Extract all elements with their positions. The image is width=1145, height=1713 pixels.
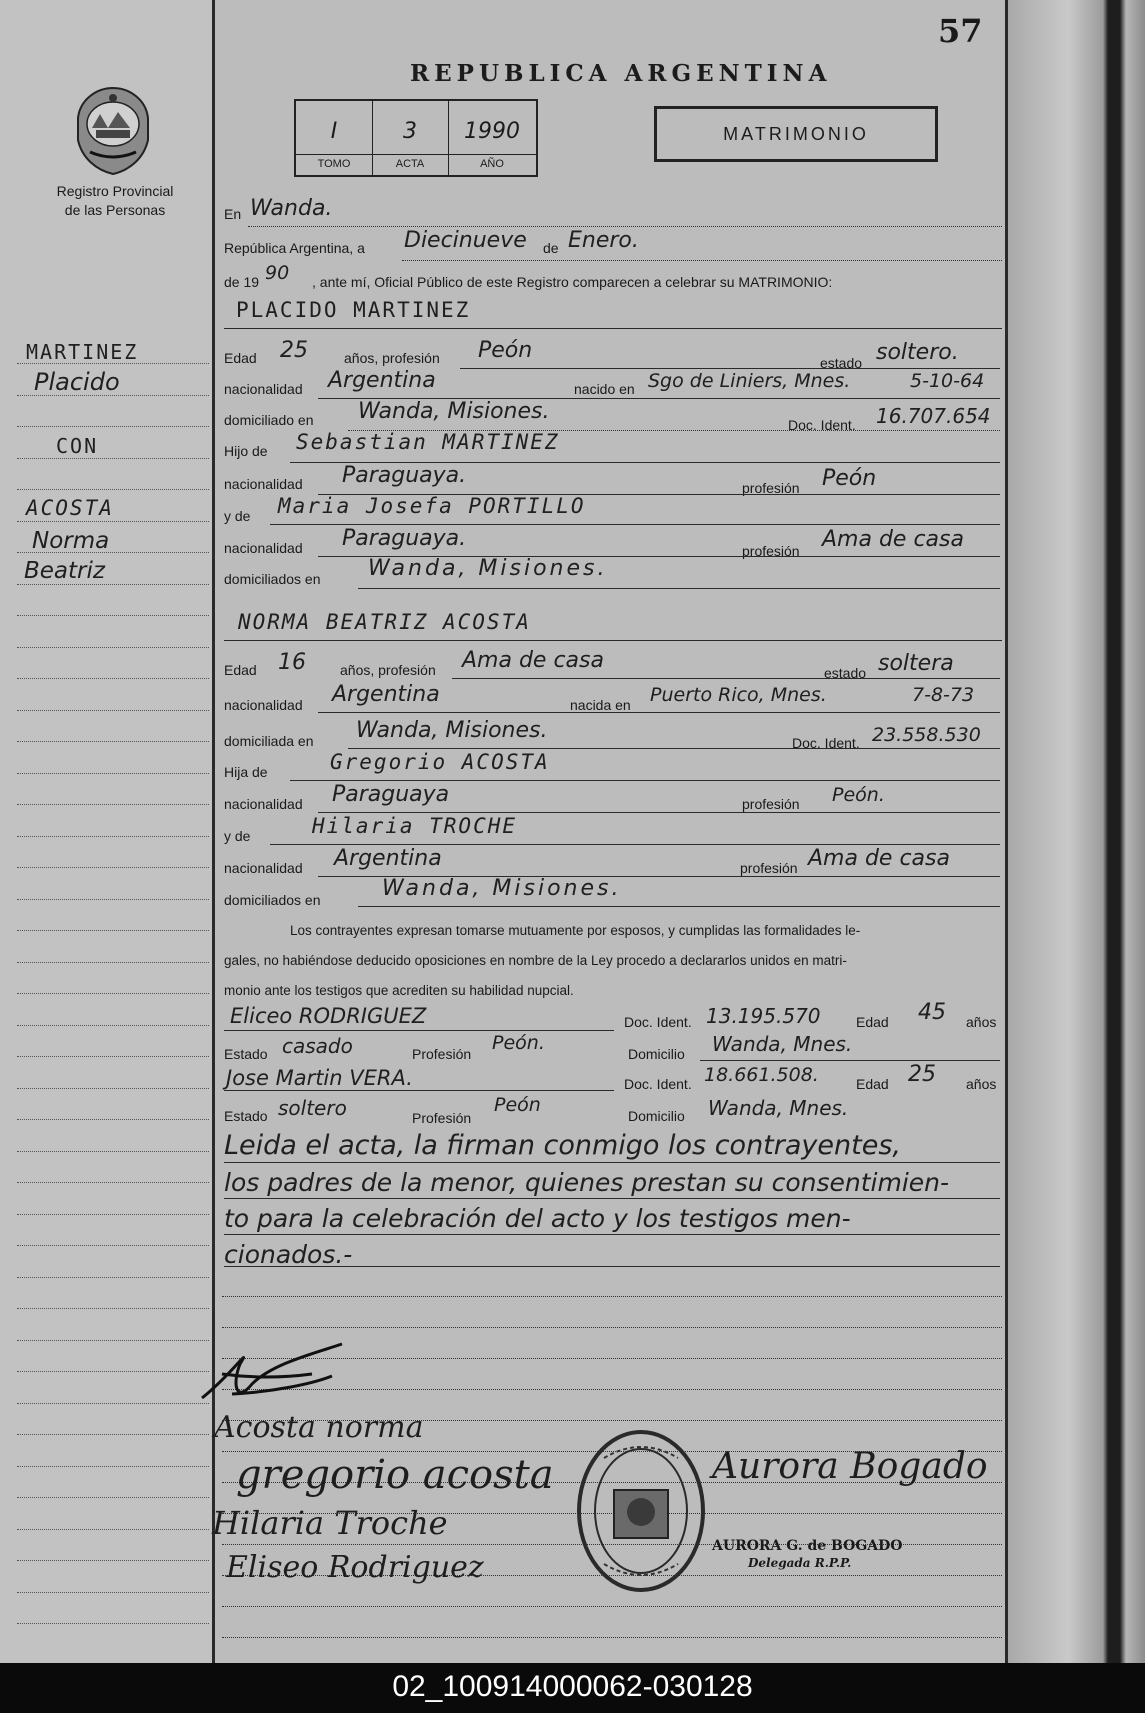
label-hijo-de: Hijo de bbox=[224, 443, 268, 459]
witness2-doc: 18.661.508. bbox=[704, 1064, 819, 1086]
groom-age: 25 bbox=[280, 338, 308, 363]
margin-rule bbox=[17, 804, 209, 805]
margin-rule bbox=[17, 930, 209, 931]
witness2-status: soltero bbox=[278, 1096, 347, 1120]
bride-parents-address: Wanda, Misiones. bbox=[382, 876, 622, 901]
margin-rule bbox=[17, 678, 209, 679]
margin-note-bride-name1: Norma bbox=[32, 528, 110, 554]
acta-value: 3 bbox=[403, 119, 417, 144]
bride-doc: 23.558.530 bbox=[872, 724, 981, 746]
margin-rule bbox=[17, 899, 209, 900]
rule bbox=[270, 524, 1000, 525]
witness2-name: Jose Martin VERA. bbox=[226, 1066, 413, 1090]
groom-birthplace: Sgo de Liniers, Mnes. bbox=[648, 370, 851, 392]
bride-mother-nationality: Argentina bbox=[334, 846, 442, 871]
tomo-value: I bbox=[330, 119, 338, 144]
witness1-age: 45 bbox=[918, 1000, 946, 1025]
year-cell bbox=[448, 101, 536, 175]
margin-rule bbox=[17, 1151, 209, 1152]
rule bbox=[224, 1090, 614, 1091]
margin-rule bbox=[17, 647, 209, 648]
formal-text-1: Los contrayentes expresan tomarse mutuamente por esposos, y cumplidas las formalidades le- bbox=[290, 923, 861, 938]
label-domiciliados-en: domiciliados en bbox=[224, 892, 321, 908]
margin-rule bbox=[17, 521, 209, 522]
margin-rule bbox=[17, 1182, 209, 1183]
groom-signature-scribble-icon bbox=[192, 1334, 382, 1414]
bride-mother-profession: Ama de casa bbox=[808, 846, 950, 871]
rule bbox=[700, 1060, 1000, 1061]
signature-rule bbox=[222, 1296, 1002, 1297]
document-type-box: MATRIMONIO bbox=[654, 106, 938, 162]
groom-birthdate: 5-10-64 bbox=[910, 370, 985, 392]
year-value: 1990 bbox=[464, 119, 520, 144]
label-y-de: y de bbox=[224, 828, 251, 844]
year-suffix: 90 bbox=[265, 262, 290, 284]
margin-rule bbox=[17, 1623, 209, 1624]
groom-parents-address: Wanda, Misiones. bbox=[368, 556, 608, 581]
bride-status: soltera bbox=[878, 651, 954, 676]
label-nacionalidad: nacionalidad bbox=[224, 476, 303, 492]
margin-rule bbox=[17, 1434, 209, 1435]
label-domicilio: Domicilio bbox=[628, 1108, 685, 1124]
label-domiciliada-en: domiciliada en bbox=[224, 733, 314, 749]
rule bbox=[270, 844, 1000, 845]
margin-rule bbox=[17, 867, 209, 868]
groom-name: PLACIDO MARTINEZ bbox=[236, 298, 471, 322]
label-en: En bbox=[224, 206, 242, 222]
label-anos-profesion: años, profesión bbox=[340, 662, 436, 678]
rule bbox=[224, 1266, 1000, 1267]
label-estado: estado bbox=[824, 665, 867, 681]
groom-mother: Maria Josefa PORTILLO bbox=[278, 494, 586, 518]
witness1-status: casado bbox=[282, 1034, 353, 1058]
margin-rule bbox=[17, 962, 209, 963]
margin-rule bbox=[17, 1529, 209, 1530]
witness2-age: 25 bbox=[908, 1062, 936, 1087]
label-hija-de: Hija de bbox=[224, 764, 268, 780]
official-signature: Aurora Bogado bbox=[712, 1446, 988, 1487]
groom-mother-profession: Ama de casa bbox=[822, 527, 964, 552]
acta-cell bbox=[372, 101, 449, 175]
rule bbox=[224, 1234, 1000, 1235]
bride-address: Wanda, Misiones. bbox=[356, 718, 548, 743]
label-de: de bbox=[543, 240, 559, 256]
label-nacionalidad: nacionalidad bbox=[224, 796, 303, 812]
signature-rule bbox=[222, 1606, 1002, 1607]
margin-rule bbox=[17, 710, 209, 711]
margin-rule bbox=[17, 1497, 209, 1498]
label-anos: años bbox=[966, 1014, 997, 1030]
label-edad: Edad bbox=[224, 350, 257, 366]
label-profesion: profesión bbox=[742, 543, 800, 559]
bride-father: Gregorio ACOSTA bbox=[330, 750, 550, 774]
rule bbox=[224, 640, 1002, 641]
witness1-address: Wanda, Mnes. bbox=[712, 1032, 853, 1056]
label-nacida-en: nacida en bbox=[570, 697, 631, 713]
rule bbox=[452, 678, 1000, 679]
label-edad: Edad bbox=[856, 1014, 889, 1030]
rule bbox=[402, 260, 1002, 261]
closing-line-4: cionados.- bbox=[224, 1240, 353, 1269]
label-nacionalidad: nacionalidad bbox=[224, 697, 303, 713]
bride-father-signature: gregorio acosta bbox=[236, 1452, 554, 1498]
margin-note-bride-name2: Beatriz bbox=[24, 558, 105, 584]
label-estado: Estado bbox=[224, 1046, 268, 1062]
margin-rule bbox=[17, 426, 209, 427]
witness1-profession: Peón. bbox=[492, 1032, 545, 1054]
rule bbox=[224, 328, 1002, 329]
label-y-de: y de bbox=[224, 508, 251, 524]
rule bbox=[348, 748, 1000, 749]
bride-birthdate: 7-8-73 bbox=[912, 684, 975, 706]
groom-mother-nationality: Paraguaya. bbox=[342, 526, 467, 551]
book-binding bbox=[1008, 0, 1145, 1663]
label-ante: , ante mí, Oficial Público de este Registro comparecen a celebrar su MATRIMONIO: bbox=[312, 274, 833, 290]
bride-profession: Ama de casa bbox=[462, 648, 604, 673]
margin-rule bbox=[17, 1025, 209, 1026]
margin-rule bbox=[17, 584, 209, 585]
margin-rule bbox=[17, 489, 209, 490]
margin-rule bbox=[17, 615, 209, 616]
rule bbox=[248, 226, 1002, 227]
groom-profession: Peón bbox=[478, 338, 533, 363]
witness2-profession: Peón bbox=[494, 1094, 541, 1116]
witness2-address: Wanda, Mnes. bbox=[708, 1096, 849, 1120]
margin-column bbox=[0, 0, 213, 1663]
margin-rule bbox=[17, 458, 209, 459]
closing-line-2: los padres de la menor, quienes prestan su consentimien- bbox=[224, 1168, 950, 1197]
year-label: AÑO bbox=[448, 154, 536, 170]
label-de19: de 19 bbox=[224, 274, 260, 290]
label-doc-ident: Doc. Ident. bbox=[624, 1014, 692, 1030]
day: Diecinueve bbox=[404, 228, 527, 253]
acta-label: ACTA bbox=[372, 154, 448, 170]
tomo-label: TOMO bbox=[296, 154, 372, 170]
margin-rule bbox=[17, 1277, 209, 1278]
groom-doc: 16.707.654 bbox=[876, 404, 991, 428]
bride-father-nationality: Paraguaya bbox=[332, 782, 450, 807]
label-profesion: Profesión bbox=[412, 1046, 472, 1062]
formal-text-3: monio ante los testigos que acrediten su habilidad nupcial. bbox=[224, 983, 574, 998]
official-name: AURORA G. de BOGADO bbox=[712, 1538, 903, 1554]
label-anos-profesion: años, profesión bbox=[344, 350, 440, 366]
official-role: Delegada R.P.P. bbox=[748, 1556, 852, 1570]
rule bbox=[290, 780, 1000, 781]
label-nacionalidad: nacionalidad bbox=[224, 860, 303, 876]
registry-name: Registro Provincial de las Personas bbox=[56, 183, 174, 218]
label-domiciliados-en: domiciliados en bbox=[224, 571, 321, 587]
margin-rule bbox=[17, 741, 209, 742]
bride-signature: Acosta norma bbox=[214, 1410, 424, 1445]
tomo-cell bbox=[296, 101, 373, 175]
margin-rule bbox=[17, 1403, 209, 1404]
bride-age: 16 bbox=[278, 650, 306, 675]
label-nacionalidad: nacionalidad bbox=[224, 540, 303, 556]
signature-rule bbox=[222, 1637, 1002, 1638]
file-id: 02_100914000062-030128 bbox=[392, 1670, 753, 1703]
margin-rule bbox=[17, 1340, 209, 1341]
label-republica: República Argentina, a bbox=[224, 240, 365, 256]
margin-rule bbox=[17, 1119, 209, 1120]
label-profesion: profesión bbox=[742, 480, 800, 496]
witness1-name: Eliceo RODRIGUEZ bbox=[230, 1004, 427, 1028]
margin-note-surname: MARTINEZ bbox=[26, 340, 139, 364]
label-edad: Edad bbox=[856, 1076, 889, 1092]
margin-rule bbox=[17, 1088, 209, 1089]
groom-nationality: Argentina bbox=[328, 368, 436, 393]
margin-rule bbox=[17, 836, 209, 837]
bride-name: NORMA BEATRIZ ACOSTA bbox=[238, 610, 531, 634]
label-profesion: profesión bbox=[740, 860, 798, 876]
label-doc-ident: Doc. Ident. bbox=[788, 417, 856, 433]
closing-line-3: to para la celebración del acto y los testigos men- bbox=[224, 1204, 851, 1233]
signature-rule bbox=[222, 1327, 1002, 1328]
rule bbox=[358, 588, 1000, 589]
groom-father: Sebastian MARTINEZ bbox=[296, 430, 560, 454]
label-nacido-en: nacido en bbox=[574, 381, 635, 397]
groom-status: soltero. bbox=[876, 340, 959, 365]
republic-title: REPUBLICA ARGENTINA bbox=[410, 60, 832, 87]
margin-rule bbox=[17, 773, 209, 774]
label-doc-ident: Doc. Ident. bbox=[792, 735, 860, 751]
bride-mother: Hilaria TROCHE bbox=[312, 814, 518, 838]
label-nacionalidad: nacionalidad bbox=[224, 381, 303, 397]
label-estado: Estado bbox=[224, 1108, 268, 1124]
margin-rule bbox=[17, 1560, 209, 1561]
margin-note-firstname: Placido bbox=[34, 368, 120, 396]
bride-mother-signature: Hilaria Troche bbox=[212, 1504, 448, 1542]
label-anos: años bbox=[966, 1076, 997, 1092]
bride-birthplace: Puerto Rico, Mnes. bbox=[650, 684, 827, 706]
margin-rule bbox=[17, 1056, 209, 1057]
witness-signature: Eliseo Rodriguez bbox=[226, 1550, 484, 1585]
tomo-acta-year-box bbox=[294, 99, 538, 177]
margin-rule bbox=[17, 1371, 209, 1372]
rule bbox=[358, 906, 1000, 907]
rule bbox=[224, 1030, 614, 1031]
groom-address: Wanda, Misiones. bbox=[358, 399, 550, 424]
label-domicilio: Domicilio bbox=[628, 1046, 685, 1062]
groom-father-nationality: Paraguaya. bbox=[342, 463, 467, 488]
margin-note-con: CON bbox=[56, 434, 99, 458]
bride-nationality: Argentina bbox=[332, 682, 440, 707]
margin-rule bbox=[17, 1308, 209, 1309]
month: Enero. bbox=[568, 228, 639, 253]
witness1-doc: 13.195.570 bbox=[706, 1004, 821, 1028]
label-profesion: Profesión bbox=[412, 1110, 472, 1126]
margin-rule bbox=[17, 1592, 209, 1593]
label-domiciliado-en: domiciliado en bbox=[224, 412, 314, 428]
page-number: 57 bbox=[938, 12, 983, 50]
margin-note-bride-surname: ACOSTA bbox=[26, 496, 114, 520]
margin-rule bbox=[17, 1214, 209, 1215]
formal-text-2: gales, no habiéndose deducido oposiciones en nombre de la Ley procedo a declararlos unidos en matri- bbox=[224, 953, 847, 968]
rule bbox=[224, 1198, 1000, 1199]
margin-rule bbox=[17, 1466, 209, 1467]
closing-line-1: Leida el acta, la firman conmigo los contrayentes, bbox=[224, 1130, 901, 1161]
label-doc-ident: Doc. Ident. bbox=[624, 1076, 692, 1092]
provincial-registry-seal-icon bbox=[574, 1428, 708, 1594]
margin-rule bbox=[17, 1245, 209, 1246]
misiones-coat-of-arms-icon bbox=[70, 84, 156, 176]
bride-father-profession: Peón. bbox=[832, 784, 885, 806]
place: Wanda. bbox=[250, 196, 333, 221]
label-edad: Edad bbox=[224, 662, 257, 678]
label-profesion: profesión bbox=[742, 796, 800, 812]
rule bbox=[460, 368, 1000, 369]
margin-rule bbox=[17, 993, 209, 994]
rule bbox=[318, 812, 1000, 813]
label-estado: estado bbox=[820, 355, 863, 371]
groom-father-profession: Peón bbox=[822, 466, 877, 491]
rule bbox=[318, 712, 1000, 713]
rule bbox=[224, 1162, 1000, 1163]
